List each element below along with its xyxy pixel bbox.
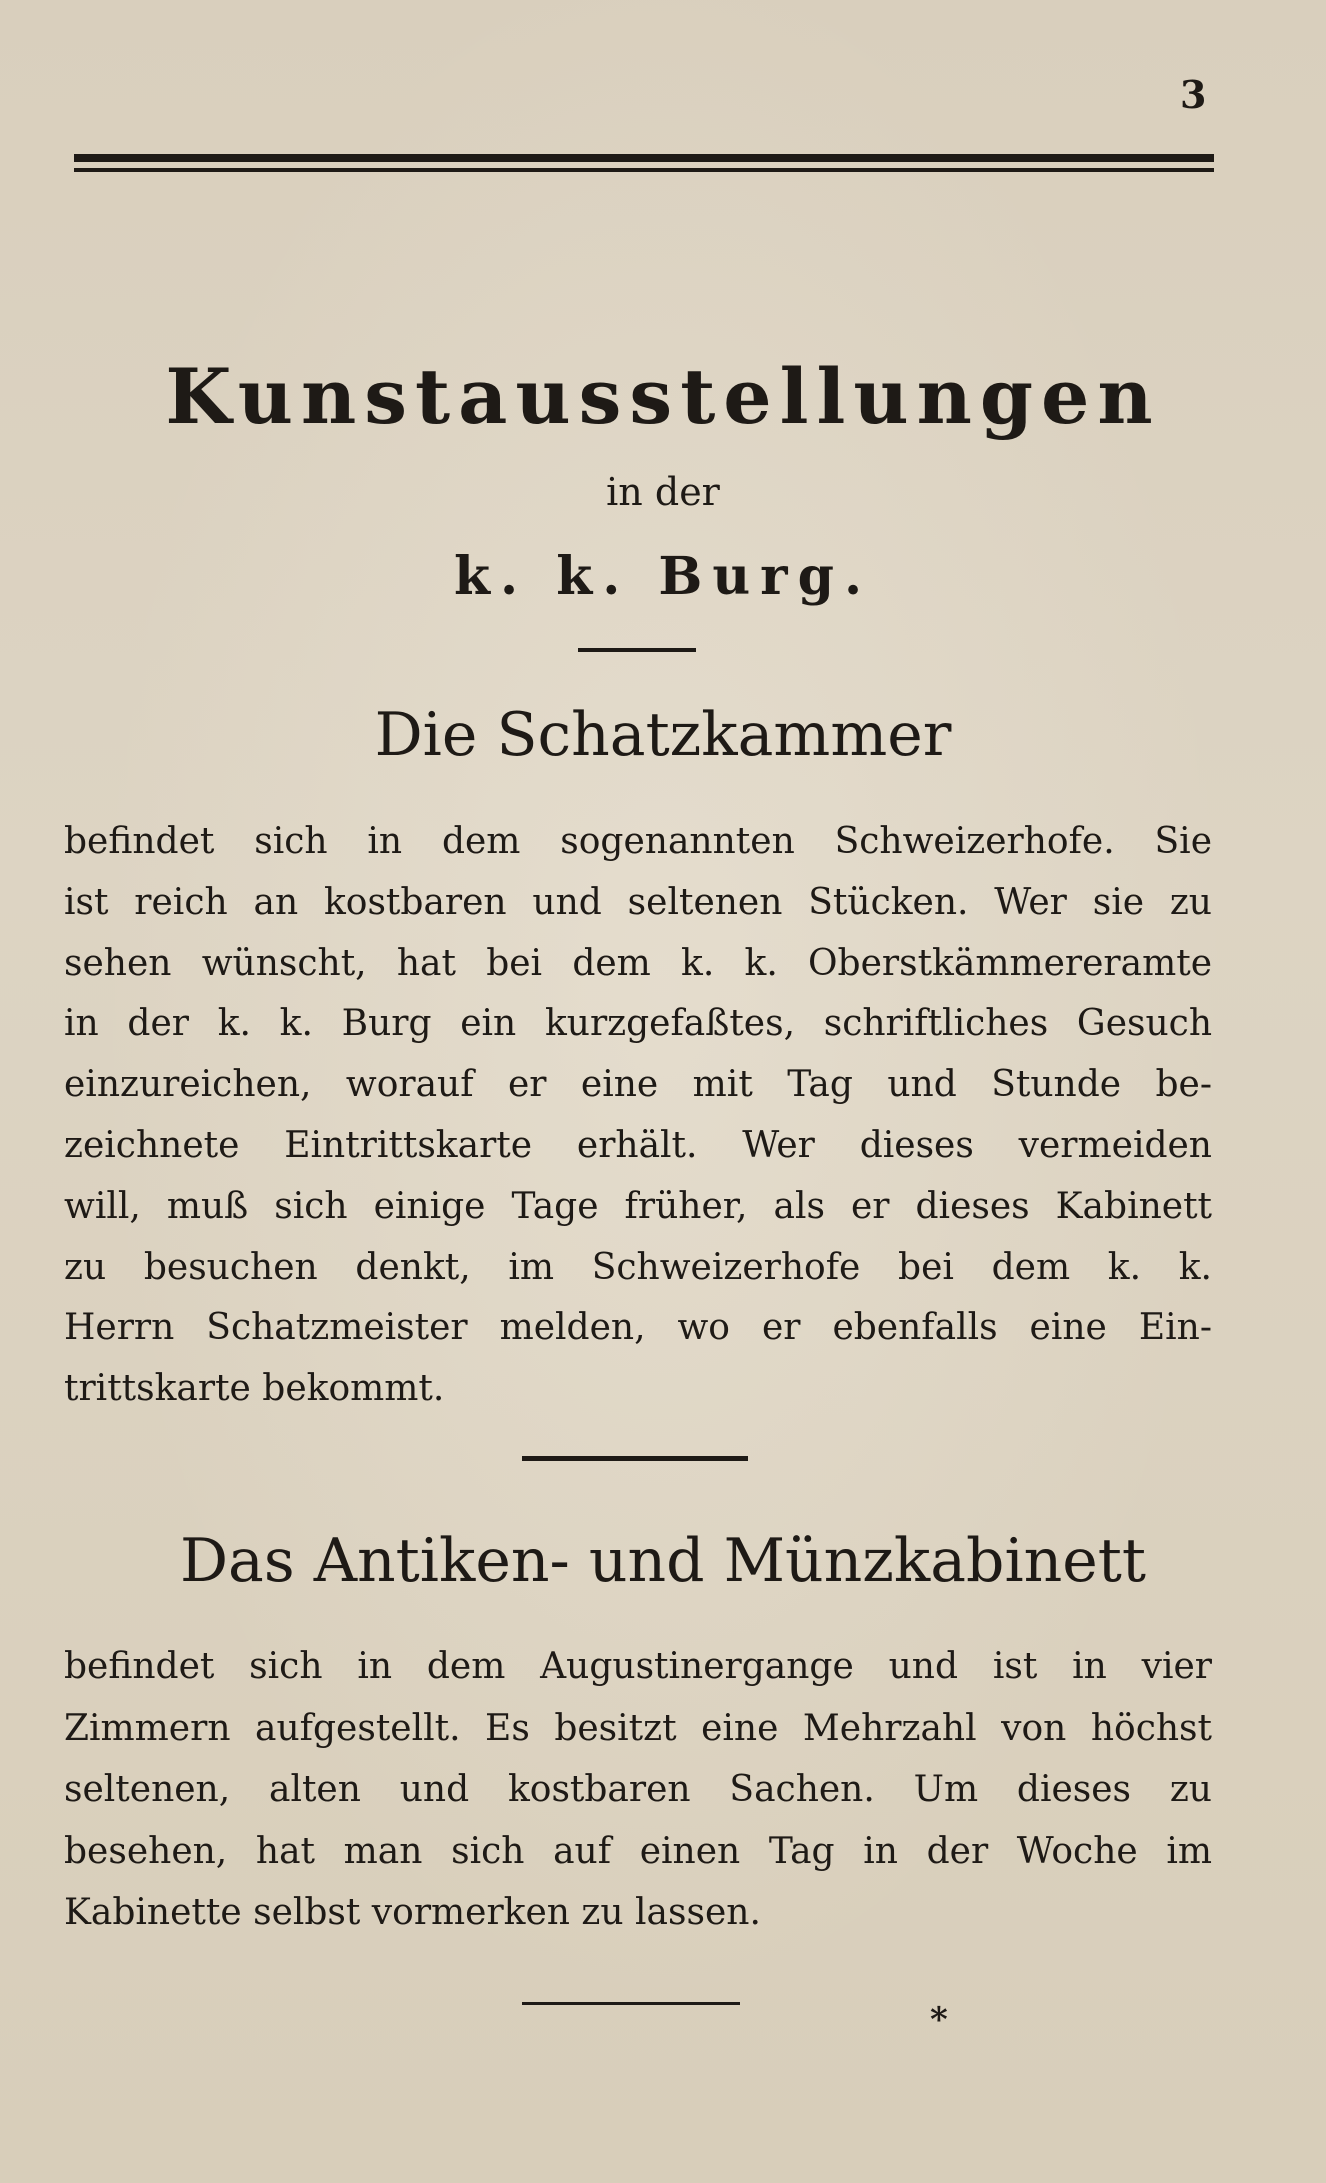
text-line: besehen, hat man sich auf einen Tag in der Woche im [64,1830,1212,1872]
text-line: Kabinette selbst vormerken zu lassen. [64,1892,761,1933]
text-line: seltenen, alten und kostbaren Sachen. Um dieses zu [64,1769,1212,1810]
header-double-rule [74,154,1214,178]
text-line: Herrn Schatzmeister melden, wo er ebenfalls eine Ein- [64,1307,1212,1349]
text-line: Zimmern aufgestellt. Es besitzt eine Mehrzahl von höchst [64,1707,1212,1749]
header-rule-thick [74,154,1214,162]
text-line: ist reich an kostbaren und seltenen Stücken. Wer sie zu [64,881,1212,923]
divider-rule [522,1456,748,1461]
text-line: einzureichen, worauf er eine mit Tag und Stunde be- [64,1064,1212,1106]
text-line: zeichnete Eintrittskarte erhält. Wer dieses vermeiden [64,1124,1212,1166]
paragraph-schatzkammer [64,812,1212,1420]
text-line: sehen wünscht, hat bei dem k. k. Oberstkämmereramte [64,942,1212,984]
page-title: Kunstausstellungen [165,352,1161,441]
text-line: befindet sich in dem Augustinergange und ist in vier [64,1646,1212,1687]
subtitle-in-der: in der [606,470,720,514]
text-line: zu besuchen denkt, im Schweizerhofe bei dem k. k. [64,1246,1212,1288]
page-number: 3 [1180,72,1207,117]
text-line: trittskarte bekommt. [64,1368,445,1410]
subtitle-burg: k. k. Burg. [453,546,873,607]
text-line: befindet sich in dem sogenannten Schweizerhofe. Sie [64,821,1212,862]
header-rule-thin [74,168,1214,172]
divider-rule [578,648,696,652]
section-heading-antiken-muenzkabinett: Das Antiken- und Münzkabinett [179,1526,1147,1596]
signature-mark: * [930,2000,948,2040]
divider-rule [522,2002,740,2005]
text-line: in der k. k. Burg ein kurzgefaßtes, schriftliches Gesuch [64,1003,1212,1045]
section-heading-schatzkammer: Die Schatzkammer [374,700,952,770]
text-line: will, muß sich einige Tage früher, als er dieses Kabinett [64,1185,1212,1227]
paragraph-antiken-muenzkabinett [64,1636,1212,1944]
